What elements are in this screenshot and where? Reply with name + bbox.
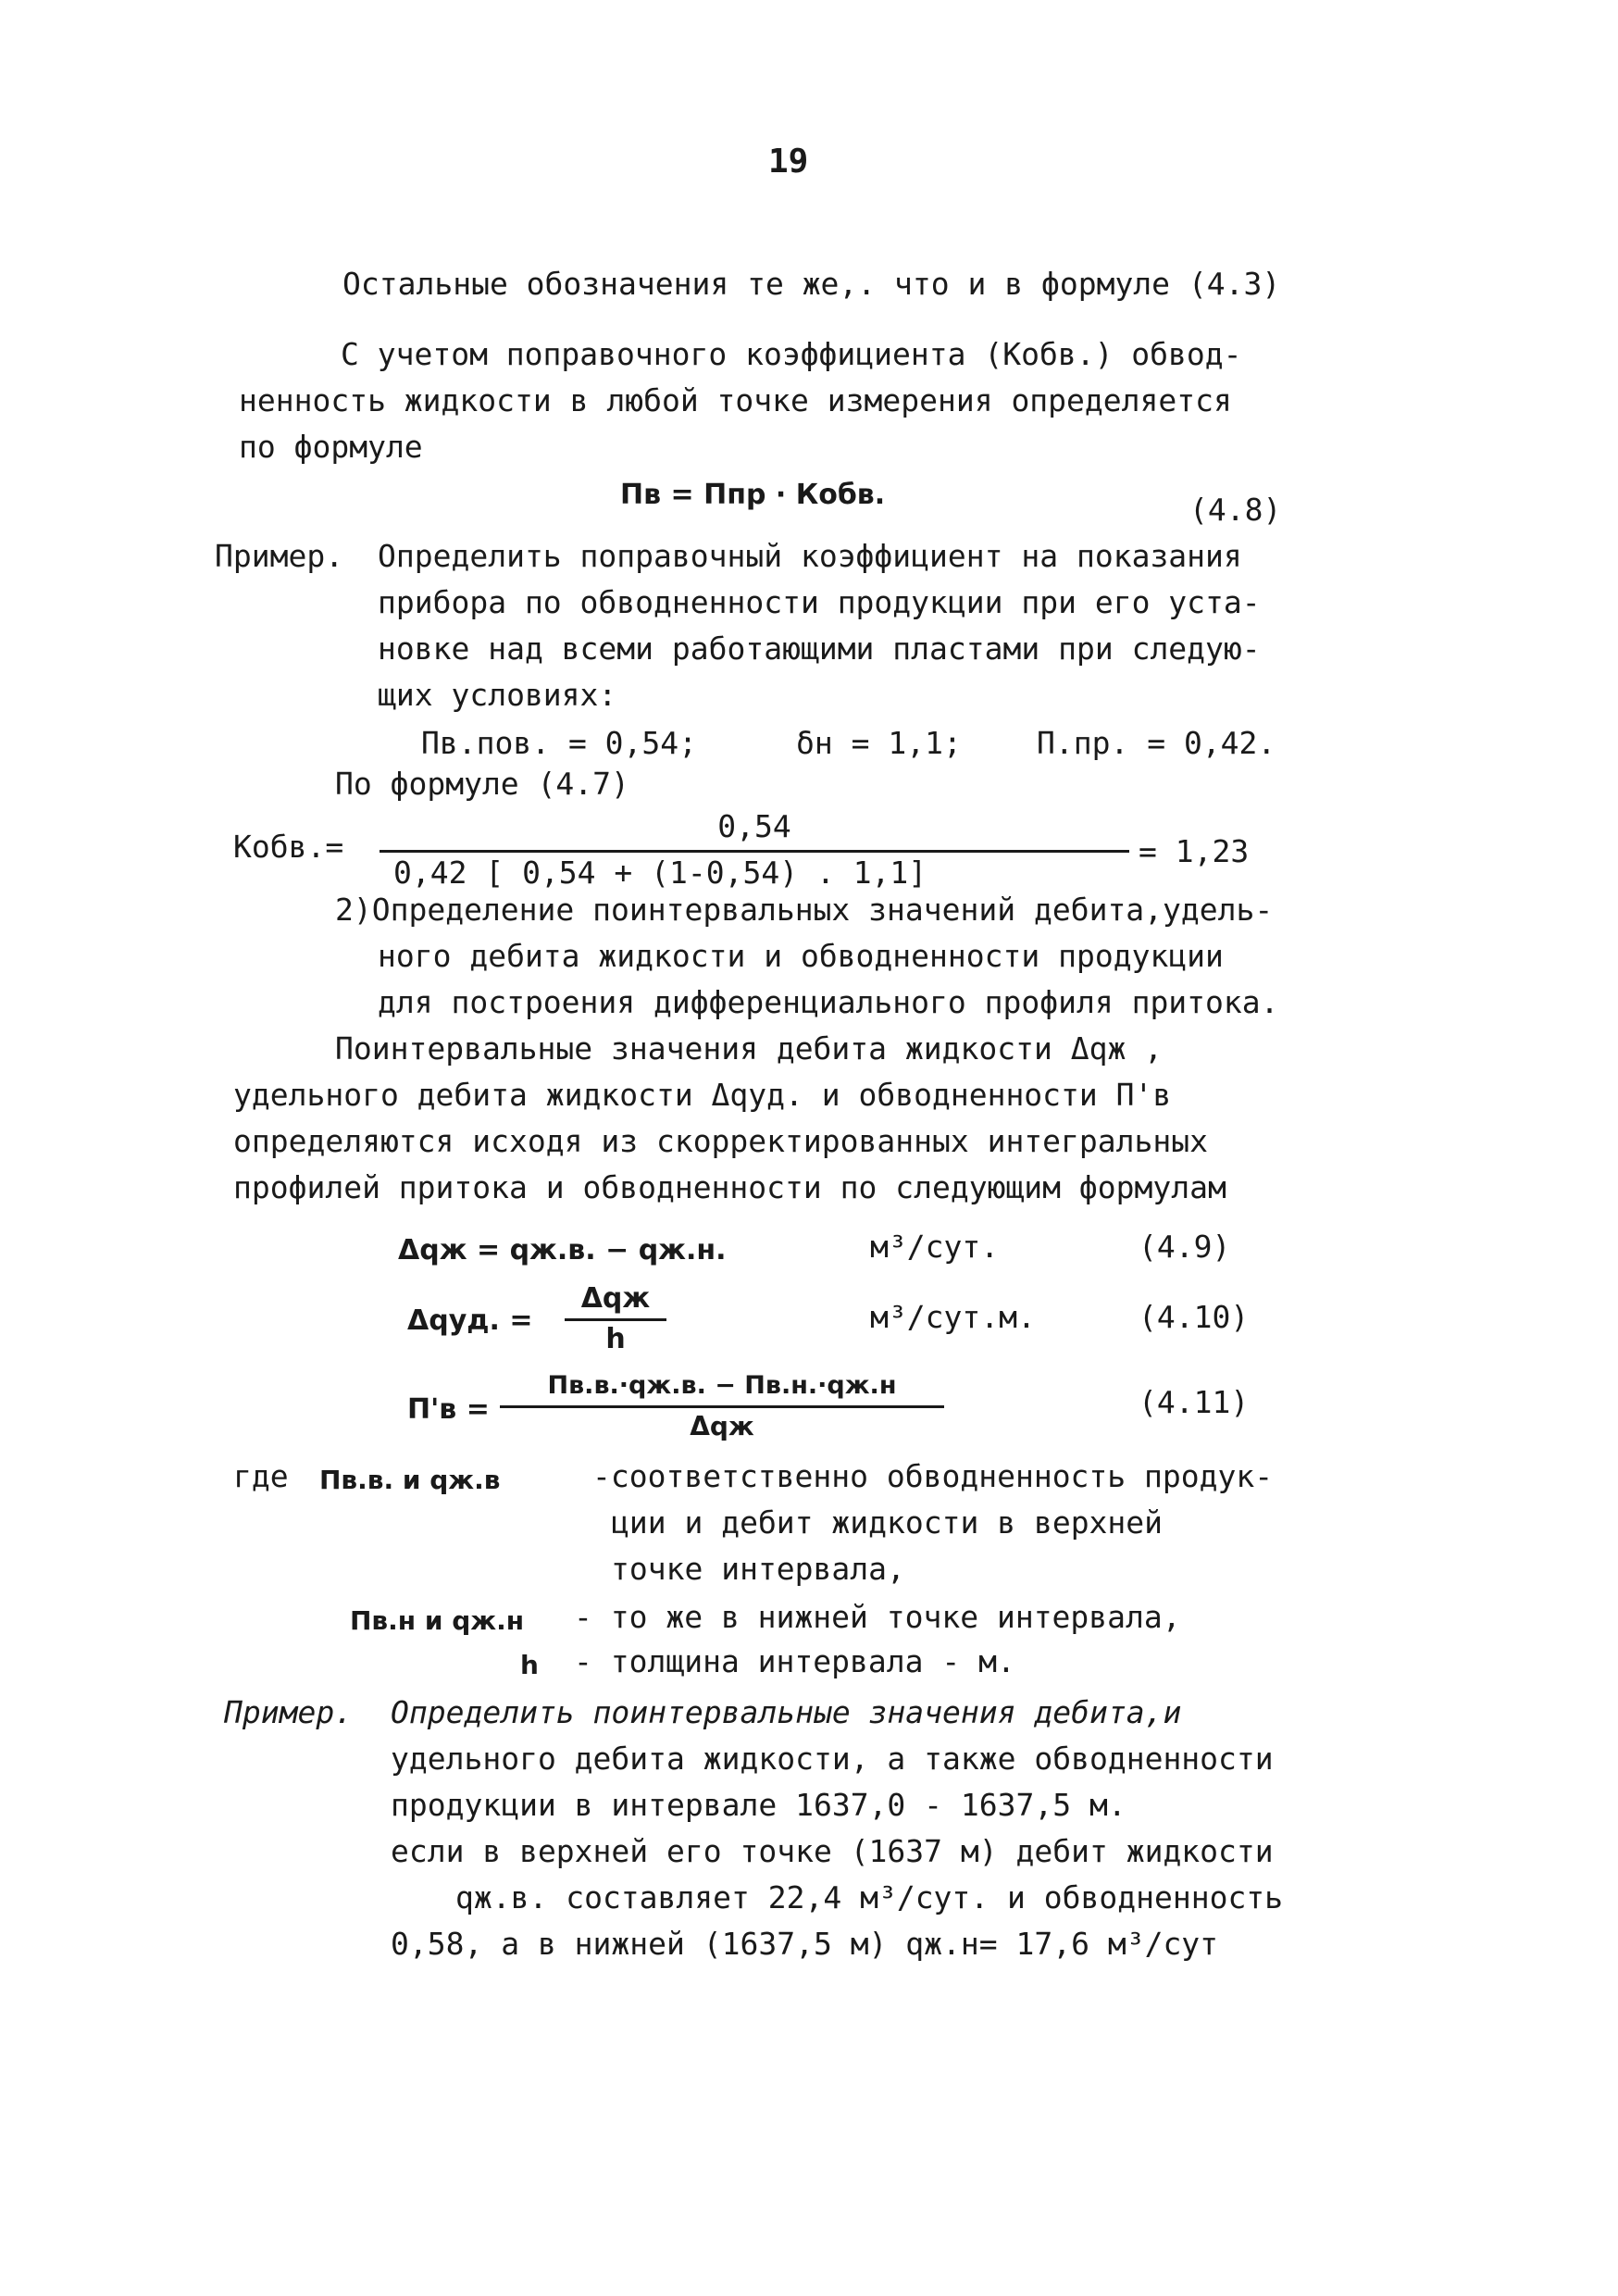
where-symbol: Пв.н и qж.н — [350, 1605, 525, 1636]
k-lhs: Кобв.= — [233, 829, 344, 865]
example-line: щих условиях: — [378, 677, 617, 713]
example-line: новке над всеми работающими пластами при следую- — [378, 630, 1261, 667]
example-line: qж.в. составляет 22,4 м³/сут. и обводненность — [455, 1879, 1284, 1915]
fraction-denominator: 0,42 [ 0,54 + (1-0,54) . 1,1] — [393, 855, 927, 891]
where-description: точке интервала, — [611, 1551, 905, 1587]
formula-4-10-fraction — [565, 1276, 666, 1368]
formula-tag: (4.9) — [1139, 1229, 1231, 1265]
section-line: для построения дифференциального профиля притока. — [378, 984, 1279, 1020]
formula-tag: (4.11) — [1139, 1384, 1250, 1420]
example-line: если в верхней его точке (1637 м) дебит жидкости — [391, 1833, 1274, 1869]
example-line: 0,58, а в нижней (1637,5 м) qж.н= 17,6 м³/сут — [391, 1926, 1219, 1962]
where-description: ции и дебит жидкости в верхней — [611, 1504, 1164, 1541]
paragraph-notation-note: Остальные обозначения те же,. что и в формуле (4.3) — [342, 266, 1281, 302]
paragraph-line: С учетом поправочного коэффициента (Кобв.) обвод- — [341, 336, 1242, 372]
formula-4-9: Δqж = qж.в. − qж.н. — [398, 1234, 727, 1267]
paragraph-line: профилей притока и обводненности по следующим формулам — [233, 1169, 1226, 1205]
fraction-denominator: h — [605, 1323, 626, 1355]
fraction-numerator: 0,54 — [717, 808, 791, 844]
fraction-numerator: Пв.в.·qж.в. − Пв.н.·qж.н — [547, 1371, 897, 1400]
paragraph-line: ненность жидкости в любой точке измерения определяется — [239, 382, 1232, 418]
condition-value: δн = 1,1; — [796, 725, 962, 761]
page-number: 19 — [768, 143, 809, 181]
example-label: Пример. — [224, 1694, 354, 1730]
example-line: продукции в интервале 1637,0 - 1637,5 м. — [391, 1787, 1126, 1823]
paragraph-line: по формуле — [239, 429, 423, 465]
formula-reference: По формуле (4.7) — [335, 766, 629, 802]
condition-value: П.пр. = 0,42. — [1037, 725, 1276, 761]
example-line: Определить поинтервальные значения дебита,и — [391, 1694, 1182, 1730]
formula-4-11-fraction — [500, 1363, 944, 1455]
fraction-denominator: Δqж — [690, 1411, 754, 1441]
example-line: прибора по обводненности продукции при его уста- — [378, 584, 1261, 620]
section-line: 2)Определение поинтервальных значений дебита,удель- — [335, 892, 1274, 928]
paragraph-line: удельного дебита жидкости Δqуд. и обводненности П'в — [233, 1077, 1172, 1113]
where-symbol: h — [520, 1650, 539, 1680]
where-label: где — [233, 1458, 289, 1494]
where-symbol: Пв.в. и qж.в — [319, 1465, 501, 1495]
where-description: - толщина интервала - м. — [574, 1643, 1015, 1679]
formula-4-10-lhs: Δqуд. = — [407, 1304, 533, 1337]
where-description: -соответственно обводненность продук- — [592, 1458, 1274, 1494]
formula-tag: (4.8) — [1189, 492, 1282, 528]
k-fraction — [380, 804, 1129, 896]
example-label: Пример. — [215, 538, 344, 574]
formula-4-8: Пв = Ппр · Кобв. — [620, 479, 886, 511]
example-line: Определить поправочный коэффициент на показания — [378, 538, 1242, 574]
example-line: удельного дебита жидкости, а также обводненности — [391, 1741, 1274, 1777]
fraction-numerator: Δqж — [580, 1282, 651, 1315]
where-description: - то же в нижней точке интервала, — [574, 1599, 1181, 1635]
paragraph-line: определяются исходя из скорректированных интегральных — [233, 1123, 1208, 1159]
formula-tag: (4.10) — [1139, 1299, 1250, 1335]
paragraph-line: Поинтервальные значения дебита жидкости Δqж , — [335, 1030, 1164, 1067]
condition-value: Пв.пов. = 0,54; — [421, 725, 698, 761]
k-result: = 1,23 — [1139, 833, 1250, 869]
formula-unit: м³/сут. — [870, 1229, 1000, 1265]
section-line: ного дебита жидкости и обводненности продукции — [378, 938, 1224, 974]
formula-4-11-lhs: П'в = — [407, 1393, 490, 1426]
formula-unit: м³/сут.м. — [870, 1299, 1036, 1335]
